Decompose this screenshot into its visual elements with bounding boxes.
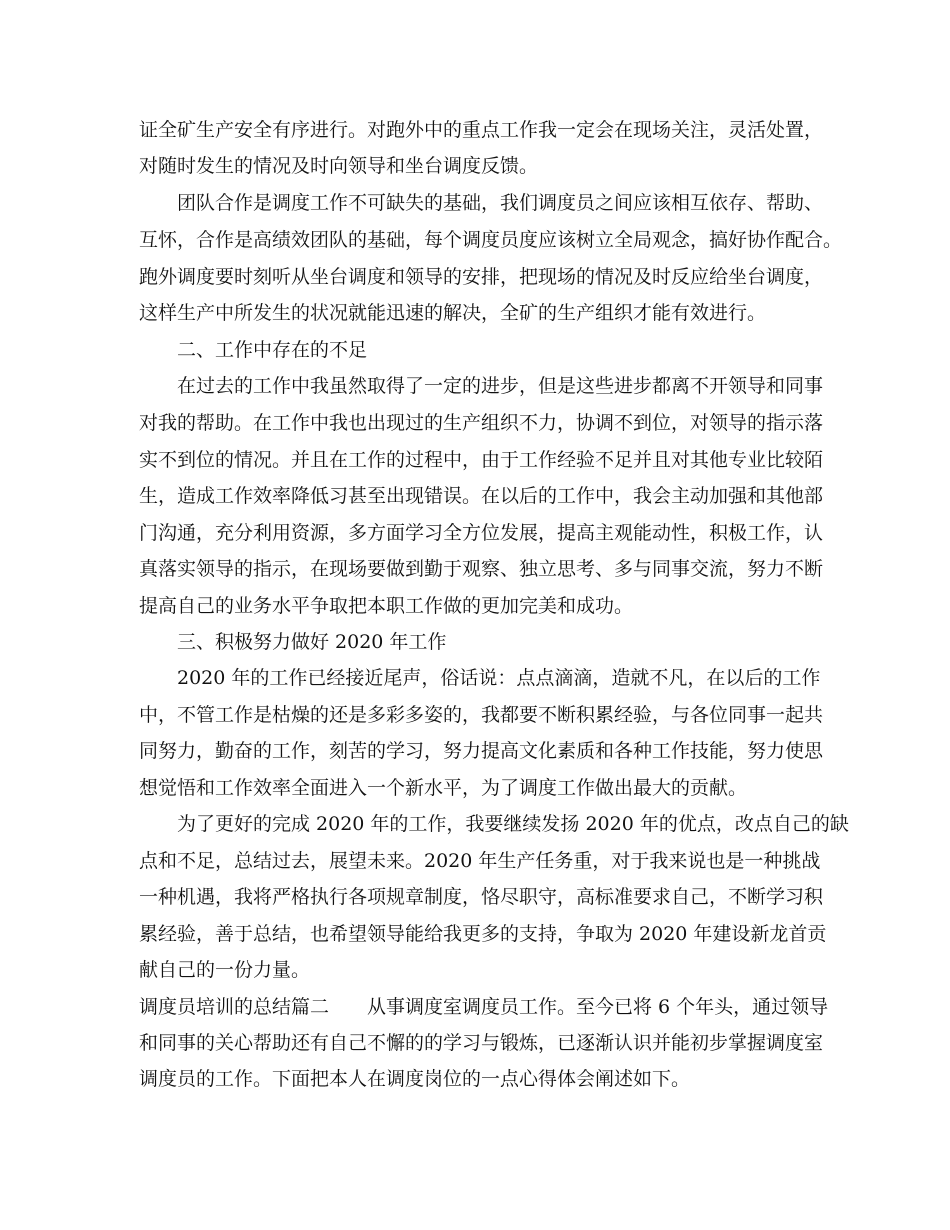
text-line: 一种机遇，我将严格执行各项规章制度，恪尽职守，高标准要求自己，不断学习积 xyxy=(139,886,824,908)
text-line: 和同事的关心帮助还有自己不懈的的学习与锻炼，已逐渐认识并能初步掌握调度室 xyxy=(139,1032,824,1054)
text-line: 对我的帮助。在工作中我也出现过的生产组织不力，协调不到位，对领导的指示落 xyxy=(139,412,824,434)
text-line: 调度员培训的总结篇二 从事调度室调度员工作。至今已将 6 个年头，通过领导 xyxy=(139,996,829,1018)
text-line: 提高自己的业务水平争取把本职工作做的更加完美和成功。 xyxy=(139,595,634,617)
section-heading: 二、工作中存在的不足 xyxy=(177,339,368,361)
text-line: 为了更好的完成 2020 年的工作，我要继续发扬 2020 年的优点，改点自己的缺 xyxy=(177,813,849,835)
text-line: 中，不管工作是枯燥的还是多彩多姿的，我都要不断积累经验，与各位同事一起共 xyxy=(139,704,824,726)
text-line: 想觉悟和工作效率全面进入一个新水平，为了调度工作做出最大的贡献。 xyxy=(139,777,748,799)
text-line: 证全矿生产安全有序进行。对跑外中的重点工作我一定会在现场关注，灵活处置， xyxy=(139,119,824,141)
text-line: 对随时发生的情况及时向领导和坐台调度反馈。 xyxy=(139,155,539,177)
text-line: 互怀，合作是高绩效团队的基础，每个调度员度应该树立全局观念，搞好协作配合。 xyxy=(139,229,843,251)
text-line: 门沟通，充分利用资源，多方面学习全方位发展，提高主观能动性，积极工作，认 xyxy=(139,522,824,544)
text-line: 在过去的工作中我虽然取得了一定的进步，但是这些进步都离不开领导和同事 xyxy=(177,375,824,397)
text-line: 调度员的工作。下面把本人在调度岗位的一点心得体会阐述如下。 xyxy=(139,1068,691,1090)
text-line: 这样生产中所发生的状况就能迅速的解决，全矿的生产组织才能有效进行。 xyxy=(139,302,767,324)
text-line: 同努力，勤奋的工作，刻苦的学习，努力提高文化素质和各种工作技能，努力使思 xyxy=(139,740,824,762)
text-line: 献自己的一份力量。 xyxy=(139,959,311,981)
text-line: 点和不足，总结过去，展望未来。2020 年生产任务重，对于我来说也是一种挑战 xyxy=(139,850,821,872)
text-line: 团队合作是调度工作不可缺失的基础，我们调度员之间应该相互依存、帮助、 xyxy=(177,192,824,214)
text-line: 生，造成工作效率降低习甚至出现错误。在以后的工作中，我会主动加强和其他部 xyxy=(139,485,824,507)
section-heading: 三、积极努力做好 2020 年工作 xyxy=(177,631,447,653)
text-line: 2020 年的工作已经接近尾声，俗话说：点点滴滴，造就不凡，在以后的工作 xyxy=(177,667,821,689)
text-line: 跑外调度要时刻听从坐台调度和领导的安排，把现场的情况及时反应给坐台调度， xyxy=(139,266,824,288)
text-line: 实不到位的情况。并且在工作的过程中，由于工作经验不足并且对其他专业比较陌 xyxy=(139,449,824,471)
text-line: 累经验，善于总结，也希望领导能给我更多的支持，争取为 2020 年建设新龙首贡 xyxy=(139,923,827,945)
text-line: 真落实领导的指示，在现场要做到勤于观察、独立思考、多与同事交流，努力不断 xyxy=(139,558,824,580)
